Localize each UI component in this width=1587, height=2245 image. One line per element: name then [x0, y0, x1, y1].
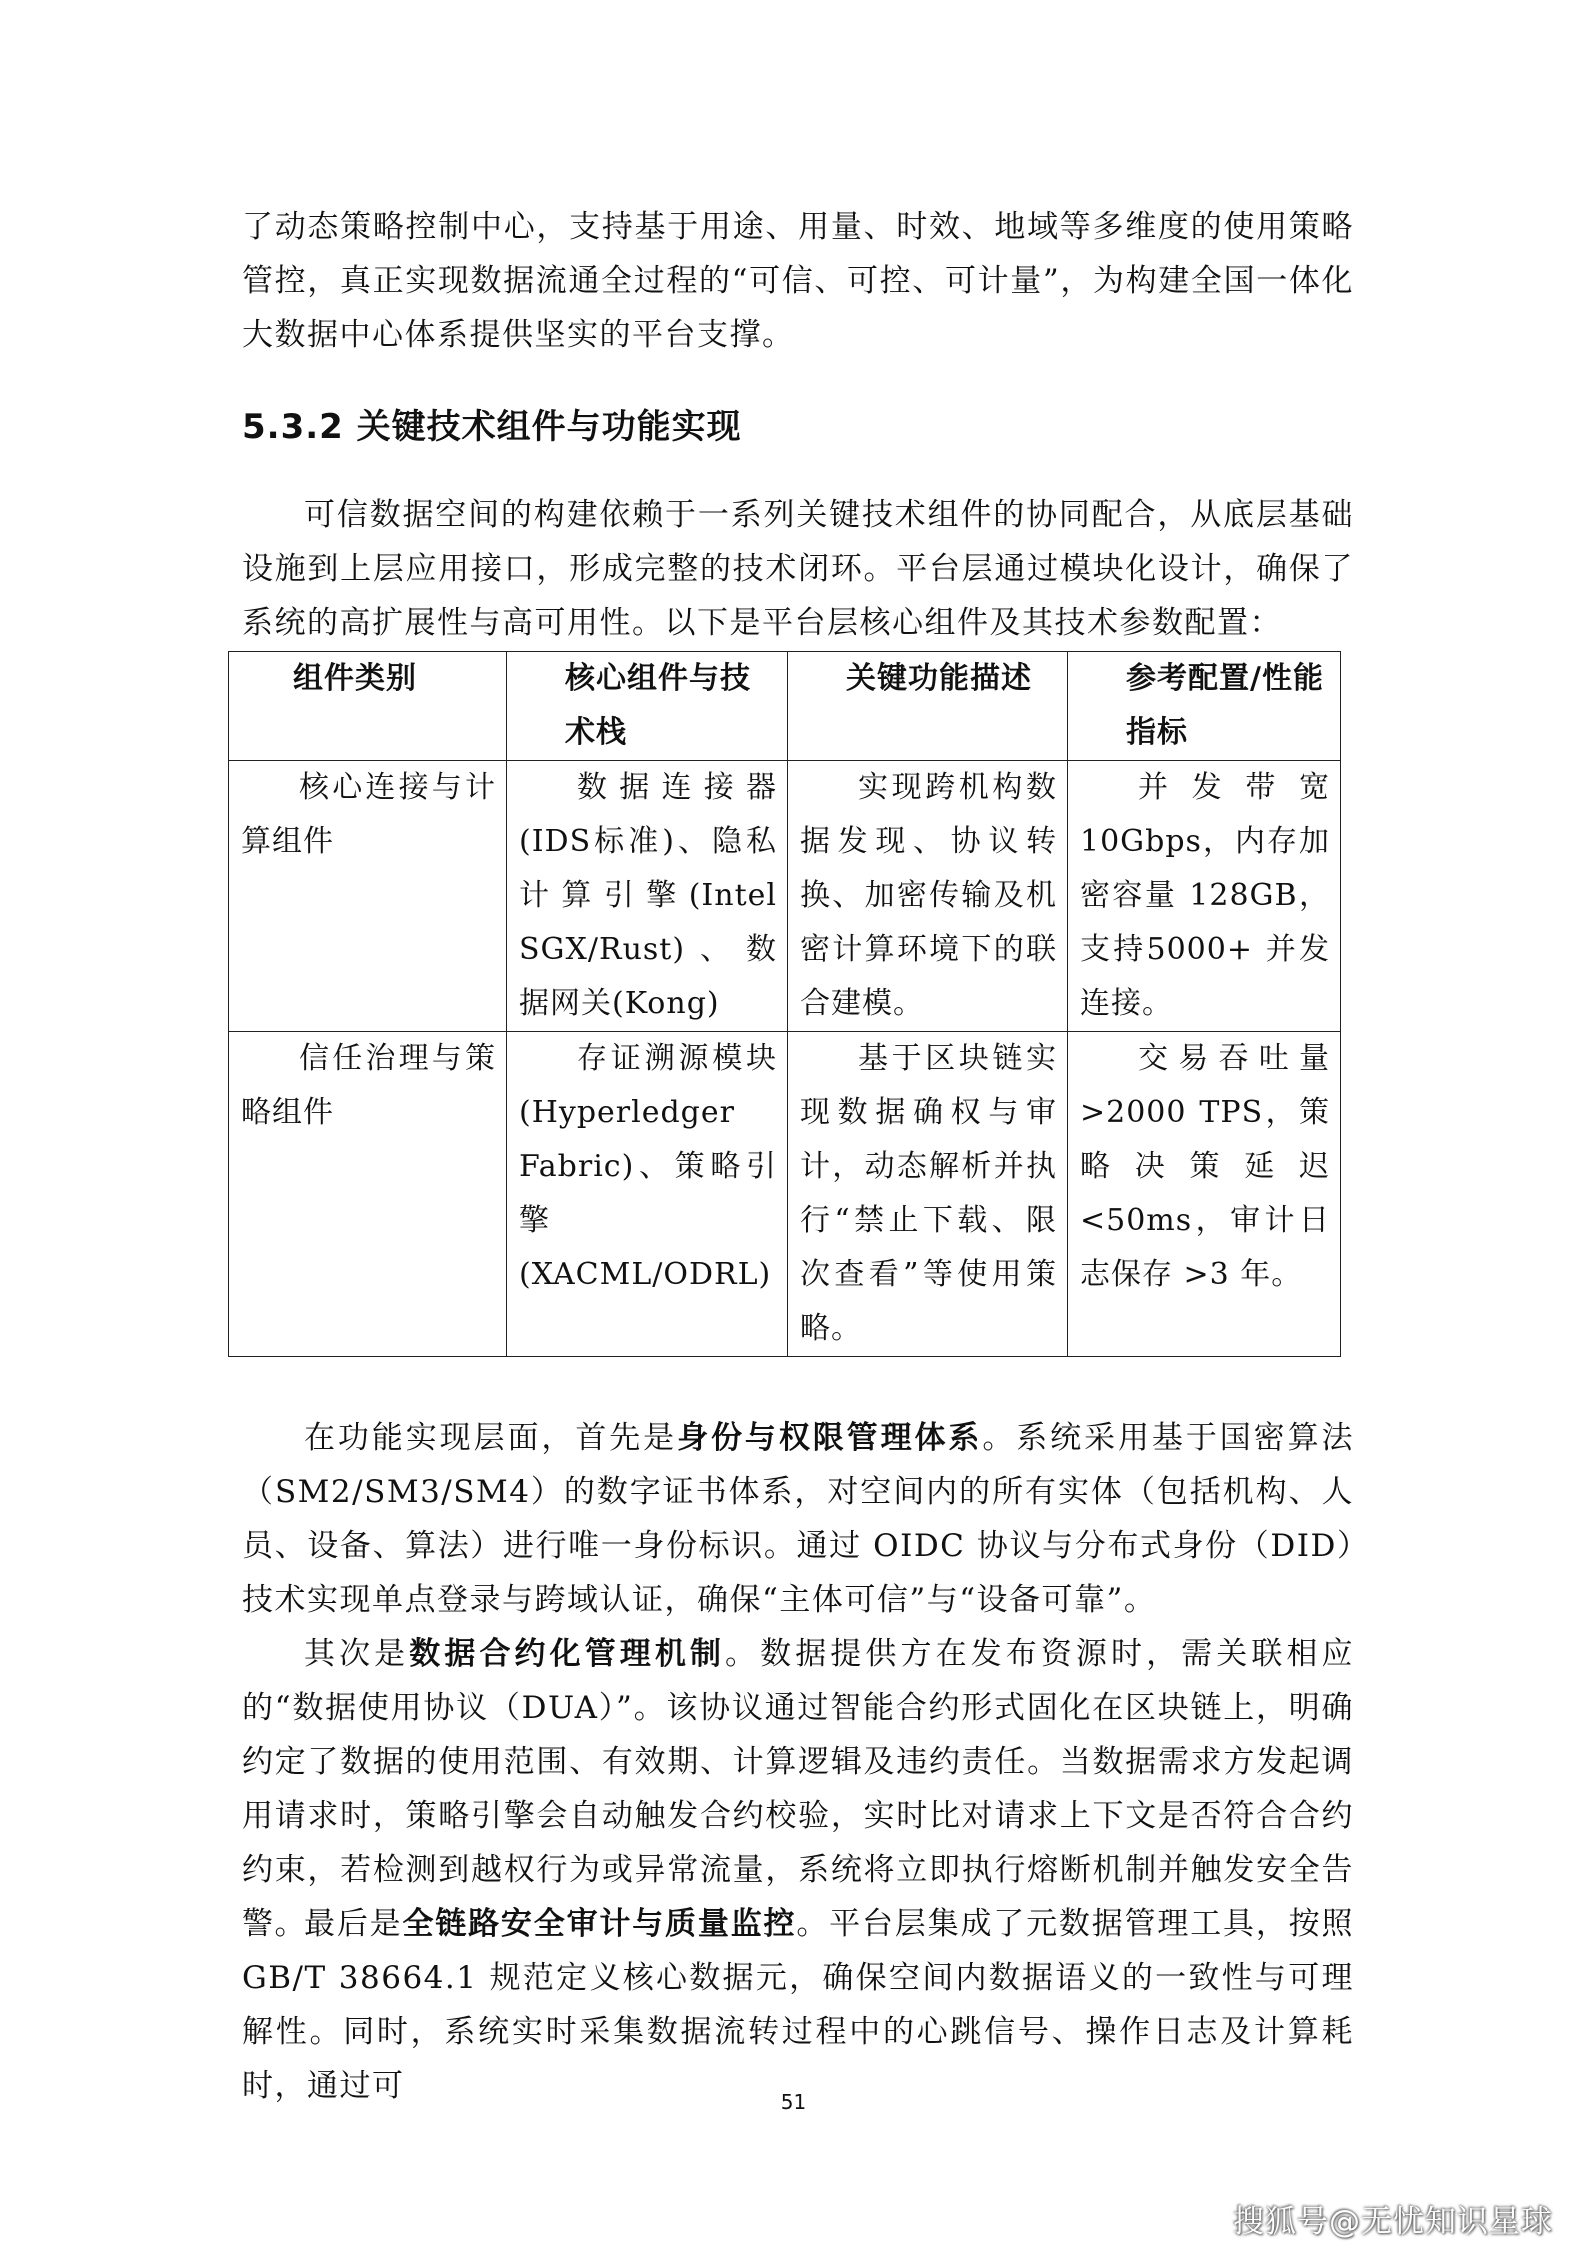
table-row — [229, 1032, 1341, 1357]
identity-bold: 身份与权限管理体系 — [677, 1420, 983, 1456]
cell-performance: 并发带宽10Gbps，内存加密容量 128GB，支持5000+ 并发连接。 — [1068, 761, 1341, 1032]
component-table — [228, 651, 1341, 1357]
cell-components: 数据连接器(IDS标准)、隐私计算引擎(Intel SGX/Rust)、数据网关(Kong) — [507, 761, 788, 1032]
lead-paragraph: 可信数据空间的构建依赖于一系列关键技术组件的协同配合，从底层基础设施到上层应用接口，形成完整的技术闭环。平台层通过模块化设计，确保了系统的高扩展性与高可用性。以下是平台层核心组件及其技术参数配置： — [242, 497, 1354, 641]
page-number: 51 — [780, 2090, 807, 2114]
identity-paragraph — [242, 1411, 1354, 1627]
audit-bold: 全链路安全审计与质量监控 — [402, 1906, 797, 1942]
cell-function: 实现跨机构数据发现、协议转换、加密传输及机密计算环境下的联合建模。 — [788, 761, 1068, 1032]
audit-paragraph — [242, 1897, 1354, 2113]
header-category: 组件类别 — [229, 652, 507, 761]
cell-category: 核心连接与计算组件 — [229, 761, 507, 1032]
contract-bold: 数据合约化管理机制 — [409, 1636, 726, 1672]
cell-components: 存证溯源模块(Hyperledger Fabric)、策略引擎(XACML/ODRL) — [507, 1032, 788, 1357]
identity-suffix: 。系统采用基于国密算法（SM2/SM3/SM4）的数字证书体系，对空间内的所有实体（包括机构、人员、设备、算法）进行唯一身份标识。通过 OIDC 协议与分布式身份（DID）技术实现单点登录与跨域认证，确保“主体可信”与“设备可靠”。 — [242, 1420, 1355, 1618]
audit-suffix: 。平台层集成了元数据管理工具，按照 GB/T 38664.1 规范定义核心数据元，确保空间内数据语义的一致性与可理解性。同时，系统实时采集数据流转过程中的心跳信号、操作日志及计算耗时，通过可 — [242, 1906, 1355, 2104]
watermark-text: 搜狐号@无忧知识星球 — [1233, 2204, 1553, 2240]
header-components: 核心组件与技术栈 — [507, 652, 788, 761]
section-heading: 5.3.2 关键技术组件与功能实现 — [242, 407, 742, 447]
header-performance: 参考配置/性能指标 — [1068, 652, 1341, 761]
cell-category: 信任治理与策略组件 — [229, 1032, 507, 1357]
identity-prefix: 在功能实现层面，首先是 — [304, 1420, 678, 1456]
table-row — [229, 761, 1341, 1032]
cell-function: 基于区块链实现数据确权与审计，动态解析并执行“禁止下载、限次查看”等使用策略。 — [788, 1032, 1068, 1357]
contract-prefix: 其次是 — [304, 1636, 410, 1672]
cell-performance: 交易吞吐量 >2000 TPS，策略决策延迟 <50ms，审计日志保存 >3 年。 — [1068, 1032, 1341, 1357]
audit-prefix: 最后是 — [304, 1906, 403, 1942]
intro-paragraph: 了动态策略控制中心，支持基于用途、用量、时效、地域等多维度的使用策略管控，真正实现数据流通全过程的“可信、可控、可计量”，为构建全国一体化大数据中心体系提供坚实的平台支撑。 — [242, 209, 1354, 353]
contract-suffix: 。数据提供方在发布资源时，需关联相应的“数据使用协议（DUA）”。该协议通过智能合约形式固化在区块链上，明确约定了数据的使用范围、有效期、计算逻辑及违约责任。当数据需求方发起调用请求时，策略引擎会自动触发合约校验，实时比对请求上下文是否符合合约约束，若检测到越权行为或异常流量，系统将立即执行熔断机制并触发安全告警。 — [242, 1636, 1355, 1942]
header-function: 关键功能描述 — [788, 652, 1068, 761]
table-header-row — [229, 652, 1341, 761]
